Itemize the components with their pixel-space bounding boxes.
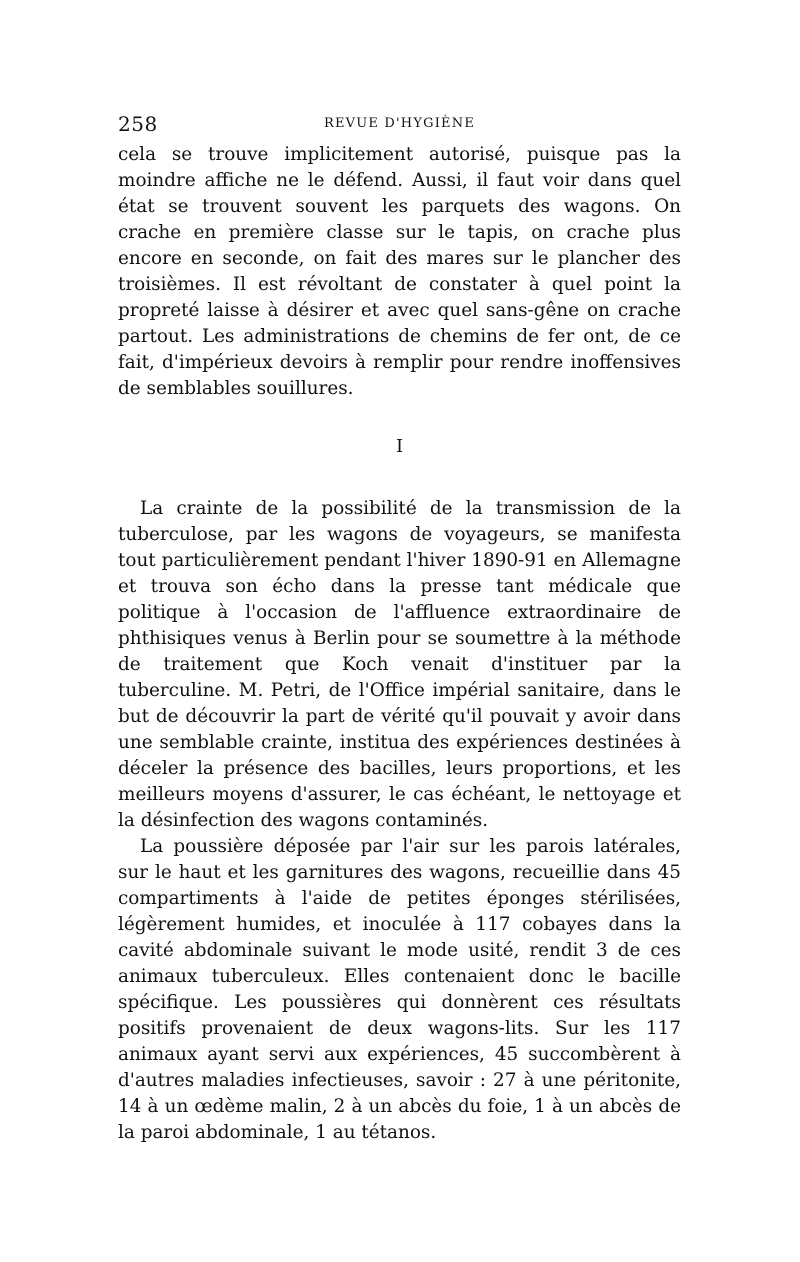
paragraph-continued: cela se trouve implicitement autorisé, puisque pas la moindre affiche ne le défend. Aussi, il faut voir dans quel état se trouvent souvent les parquets des wagons. On crache en première classe sur le tapis, on crache plus encore en seconde, on fait des mares sur le plancher des troisièmes. Il est révoltant de constater à quel point la propreté laisse à désirer et avec quel sans-gêne on crache partout. Les administrations de chemins de fer ont, de ce fait, d'impérieux devoirs à remplir pour rendre inoffensives de semblables souillures. (118, 144, 681, 399)
paragraph: La poussière déposée par l'air sur les parois latérales, sur le haut et les garnitures des wagons, recueillie dans 45 compartiments à l'aide de petites éponges stérilisées, légèrement humides, et inoculée à 117 cobayes dans la cavité abdominale suivant le mode usité, rendit 3 de ces animaux tuberculeux. Elles contenaient donc le bacille spécifique. Les poussières qui donnèrent ces résultats positifs provenaient de deux wagons-lits. Sur les 117 animaux ayant servi aux expériences, 45 succombèrent à d'autres maladies infectieuses, savoir : 27 à une péritonite, 14 à un œdème malin, 2 à un abcès du foie, 1 à un abcès de la paroi abdominale, 1 au tétanos. (118, 836, 681, 1143)
paragraph: La crainte de la possibilité de la transmission de la tuberculose, par les wagons de voyageurs, se manifesta tout particulièrement pendant l'hiver 1890-91 en Allemagne et trouva son écho dans la presse tant médicale que politique à l'occasion de l'affluence extraordinaire de phthisiques venus à Berlin pour se soumettre à la méthode de traitement que Koch venait d'instituer par la tuberculine. M. Petri, de l'Office impérial sanitaire, dans le but de découvrir la part de vérité qu'il pouvait y avoir dans une semblable crainte, institua des expériences destinées à déceler la présence des bacilles, leurs proportions, et les meilleurs moyens d'assurer, le cas échéant, le nettoyage et la désinfection des wagons contaminés. (118, 498, 681, 831)
body-text (118, 142, 681, 1146)
running-head (118, 112, 681, 142)
journal-title: REVUE D'HYGIÈNE (323, 116, 476, 131)
page-number: 258 (118, 112, 158, 136)
document-page (118, 112, 681, 1146)
section-number: I (395, 436, 404, 457)
